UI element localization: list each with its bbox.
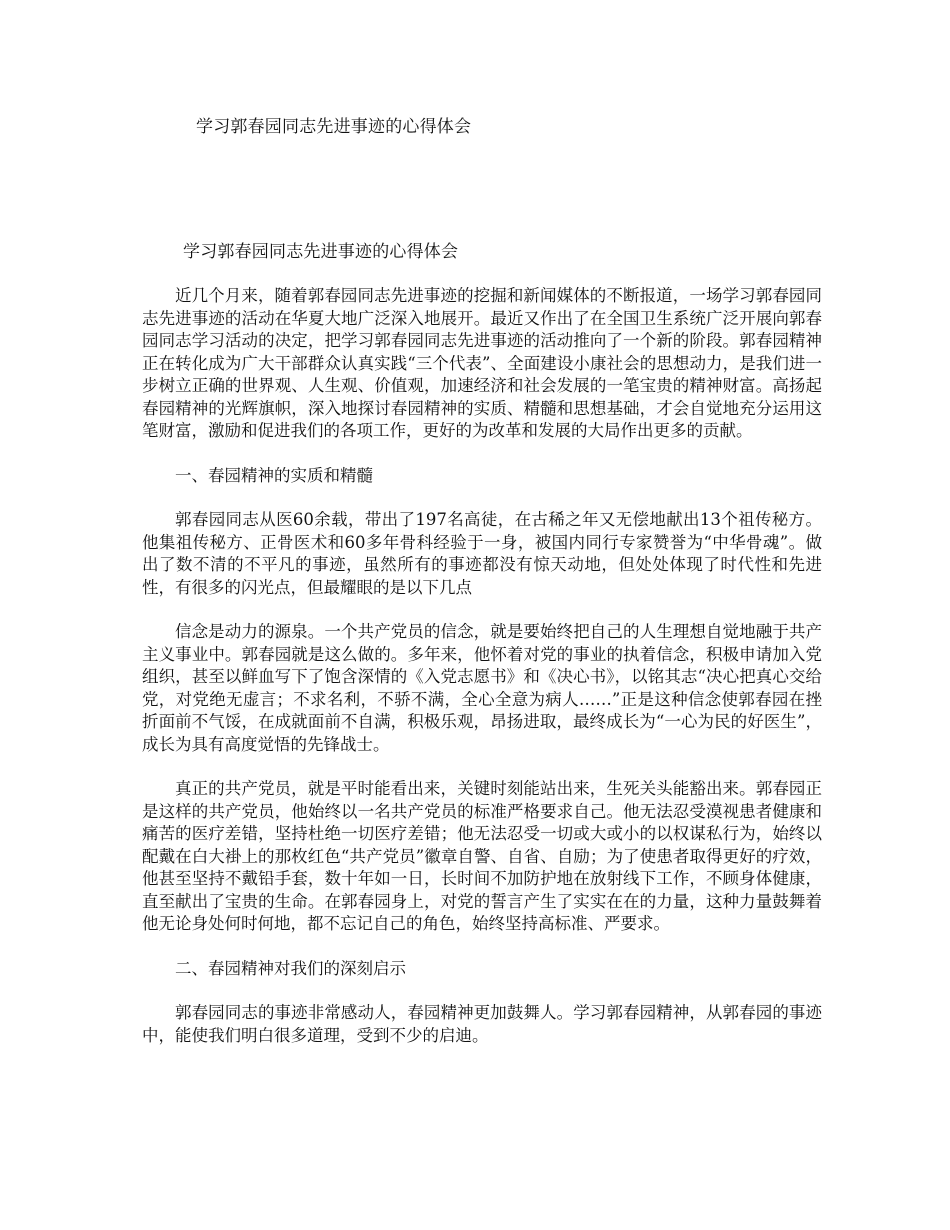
paragraph-belief: 信念是动力的源泉。一个共产党员的信念，就是要始终把自己的人生理想自觉地融于共产主义事业中。郭春园就是这么做的。多年来，他怀着对党的事业的执着信念，积极申请加入党组织，甚至以鲜血写下了饱含深情的《入党志愿书》和《决心书》，以铭其志“决心把真心交给党，对党绝无虚言；不求名利，不骄不满，全心全意为病人……”正是这种信念使郭春园在挫折面前不气馁，在成就面前不自满，积极乐观，昂扬进取，最终成长为“一心为民的好医生”，成长为具有高度觉悟的先锋战士。 xyxy=(142,622,822,754)
paragraph-achievements: 郭春园同志从医60余载，带出了197名高徒，在古稀之年又无偿地献出13个祖传秘方。他集祖传秘方、正骨医术和60多年骨科经验于一身，被国内同行专家赞誉为“中华骨魂”。做出了数不清的不平凡的事迹，虽然所有的事迹都没有惊天动地，但处处体现了时代性和先进性，有很多的闪光点，但最耀眼的是以下几点 xyxy=(142,510,822,597)
paragraph-inspiration: 郭春园同志的事迹非常感动人，春园精神更加鼓舞人。学习郭春园精神，从郭春园的事迹中，能使我们明白很多道理，受到不少的启迪。 xyxy=(142,1003,822,1045)
document-body xyxy=(142,285,822,1069)
paragraph-intro: 近几个月来，随着郭春园同志先进事迹的挖掘和新闻媒体的不断报道，一场学习郭春园同志先进事迹的活动在华夏大地广泛深入地展开。最近又作出了在全国卫生系统广泛开展向郭春园同志学习活动的决定，把学习郭春园同志先进事迹的活动推向了一个新的阶段。郭春园精神正在转化成为广大干部群众认真实践“三个代表”、全面建设小康社会的思想动力，是我们进一步树立正确的世界观、人生观、价值观，加速经济和社会发展的一笔宝贵的精神财富。高扬起春园精神的光辉旗帜，深入地探讨春园精神的实质、精髓和思想基础，才会自觉地充分运用这笔财富，激励和促进我们的各项工作，更好的为改革和发展的大局作出更多的贡献。 xyxy=(142,286,822,440)
section-heading-1: 一、春园精神的实质和精髓 xyxy=(175,465,373,485)
document-title: 学习郭春园同志先进事迹的心得体会 xyxy=(196,117,472,137)
document-subtitle: 学习郭春园同志先进事迹的心得体会 xyxy=(183,242,459,262)
section-heading-2: 二、春园精神对我们的深刻启示 xyxy=(175,958,406,978)
paragraph-party-member: 真正的共产党员，就是平时能看出来，关键时刻能站出来，生死关头能豁出来。郭春园正是这样的共产党员，他始终以一名共产党员的标准严格要求自己。他无法忍受漠视患者健康和痛苦的医疗差错，坚持杜绝一切医疗差错；他无法忍受一切或大或小的以权谋私行为，始终以配戴在白大褂上的那枚红色“共产党员”徽章自警、自省、自励；为了使患者取得更好的疗效，他甚至坚持不戴铅手套，数十年如一日，长时间不加防护地在放射线下工作，不顾身体健康，直至献出了宝贵的生命。在郭春园身上，对党的誓言产生了实实在在的力量，这种力量鼓舞着他无论身处何时何地，都不忘记自己的角色，始终坚持高标准、严要求。 xyxy=(142,779,822,933)
